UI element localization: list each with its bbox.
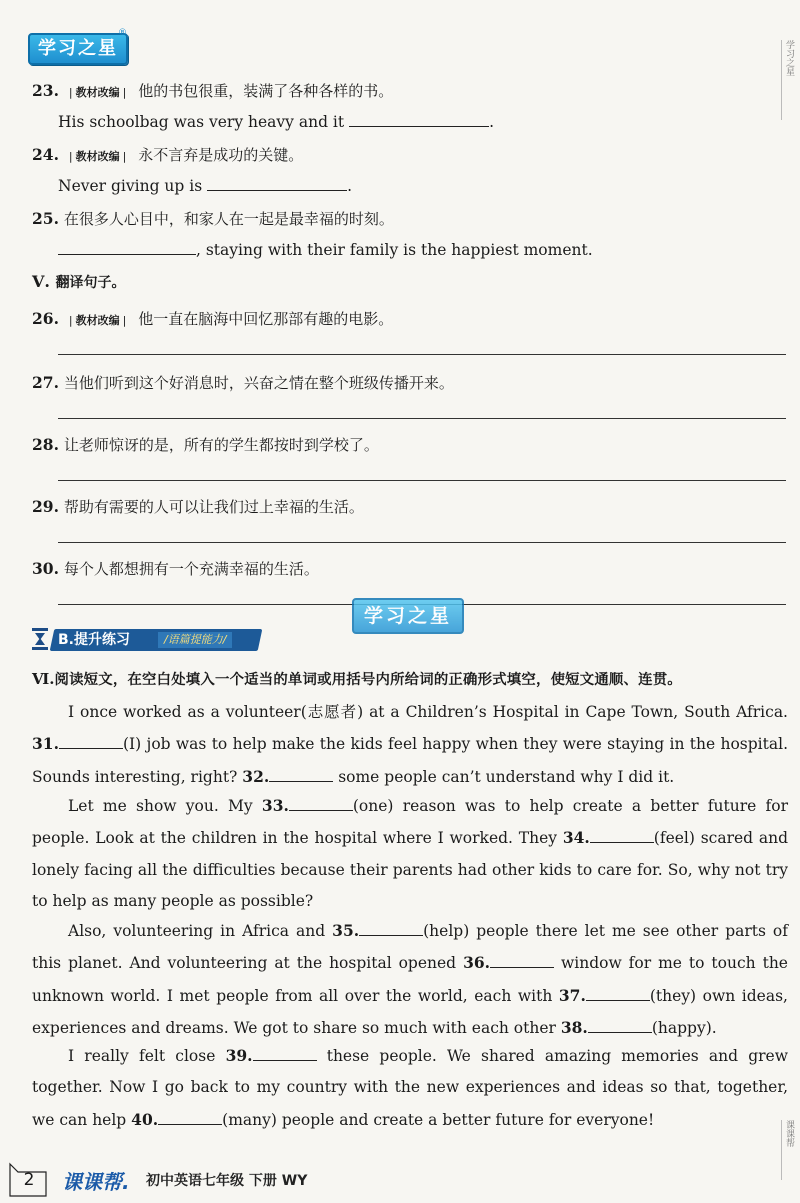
answer-text-after: . (347, 177, 353, 195)
question-number: 25. (32, 209, 59, 228)
source-tag: | 教材改编 | (66, 314, 129, 327)
page-footer (0, 1160, 800, 1200)
page-number-text: 2 (23, 1170, 35, 1190)
passage-text: (they) own ideas, experiences and dreams. We got to share so much with each other (32, 986, 788, 1037)
passage-text: (help) people there let me see other parts of this planet. And volunteering at the hospital opened (32, 922, 788, 973)
hourglass-icon (32, 628, 48, 650)
question-23 (32, 80, 393, 101)
question-29 (32, 496, 364, 517)
registered-mark: ® (118, 28, 127, 38)
answer-line-27[interactable] (58, 418, 786, 419)
blank-number: 40. (131, 1109, 159, 1129)
answer-24 (58, 176, 352, 195)
blank-number: 31. (32, 734, 59, 754)
answer-blank-31[interactable] (59, 735, 123, 749)
section-v-heading (32, 272, 126, 292)
blank-number: 36. (463, 953, 491, 973)
question-prompt: 永不言弃是成功的关键。 (138, 146, 304, 164)
answer-blank[interactable] (207, 176, 347, 191)
question-number: 28. (32, 435, 59, 454)
blank-number: 35. (332, 921, 360, 940)
page-number (6, 1160, 52, 1196)
question-28 (32, 434, 379, 455)
question-prompt: 每个人都想拥有一个充满幸福的生活。 (63, 560, 319, 578)
passage-text: Let me show you. My (68, 797, 253, 815)
footer-book-title: 初中英语七年级 下册 WY (146, 1173, 308, 1189)
question-prompt: 帮助有需要的人可以让我们过上幸福的生活。 (63, 498, 364, 516)
question-number: 29. (32, 497, 59, 516)
answer-text-before: His schoolbag was very heavy and it (58, 113, 345, 131)
answer-blank-34[interactable] (590, 829, 654, 843)
answer-line-29[interactable] (58, 542, 786, 543)
answer-line-28[interactable] (58, 480, 786, 481)
blank-number: 33. (261, 796, 289, 815)
passage-paragraph-4 (32, 1040, 788, 1136)
passage-text: (one) reason was to help create a better future for people. Look at the children in the hospital where I worked. They (32, 797, 788, 848)
section-label: Ⅴ. (32, 272, 50, 291)
answer-blank[interactable] (58, 240, 196, 255)
answer-text-after: , staying with their family is the happiest moment. (196, 241, 593, 259)
watermark-logo: 学习之星 (352, 598, 464, 634)
answer-blank-32[interactable] (269, 768, 333, 782)
blank-number: 38. (560, 1017, 588, 1037)
question-26 (32, 308, 393, 329)
answer-blank-35[interactable] (359, 922, 423, 936)
banner-subtitle: /语篇提能力/ (158, 632, 232, 648)
brand-logo: 学习之星 (28, 33, 128, 65)
passage-text: (I) job was to help make the kids feel happy when they were staying in the hospital. Sounds interesting, right? (32, 735, 788, 786)
answer-blank-39[interactable] (253, 1047, 317, 1061)
question-number: 30. (32, 559, 59, 578)
blank-number: 32. (242, 766, 270, 786)
banner-title: B.提升练习 (58, 632, 130, 648)
blank-number: 39. (225, 1046, 253, 1065)
answer-blank-38[interactable] (588, 1019, 652, 1033)
question-24 (32, 144, 303, 165)
answer-line-26[interactable] (58, 354, 786, 355)
question-prompt: 在很多人心目中，和家人在一起是最幸福的时刻。 (63, 210, 394, 228)
question-number: 23. (32, 81, 59, 100)
passage-text: (happy). (651, 1018, 717, 1037)
question-number: 24. (32, 145, 59, 164)
question-prompt: 让老师惊讶的是，所有的学生都按时到学校了。 (63, 436, 379, 454)
answer-25 (58, 240, 593, 259)
passage-text: some people can’t understand why I did it. (338, 767, 675, 786)
passage-paragraph-3 (32, 915, 788, 1044)
passage-text: I once worked as a volunteer(志愿者) at a Children’s Hospital in Cape Town, South Africa. (68, 703, 788, 721)
answer-blank-33[interactable] (289, 797, 353, 811)
source-tag: | 教材改编 | (66, 86, 129, 99)
passage-text: (feel) scared and lonely facing all the difficulties because their parents had other kids to care for. So, why not try to help as many people as possible? (32, 829, 789, 910)
question-number: 26. (32, 309, 59, 328)
blank-number: 34. (562, 828, 590, 848)
edge-tab-bottom: 课课帮 (781, 1120, 796, 1180)
source-tag: | 教材改编 | (66, 150, 129, 163)
passage-text: these people. We shared amazing memories and grew together. Now I go back to my country with the new experiences and ideas so that, together, we can help (32, 1047, 788, 1129)
section-vi-heading (32, 668, 682, 689)
question-prompt: 他一直在脑海中回忆那部有趣的电影。 (138, 310, 394, 328)
section-b-banner (32, 628, 262, 652)
answer-blank-37[interactable] (586, 987, 650, 1001)
answer-blank-36[interactable] (490, 954, 554, 968)
section-title: 翻译句子。 (55, 275, 126, 291)
passage-text: window for me to touch the unknown world. I met people from all over the world, each with (32, 954, 788, 1005)
answer-blank-40[interactable] (158, 1111, 222, 1125)
question-30 (32, 558, 319, 579)
answer-23 (58, 112, 494, 131)
blank-number: 37. (558, 985, 586, 1005)
passage-paragraph-2 (32, 790, 788, 917)
question-25 (32, 208, 394, 229)
passage-text: (many) people and create a better future for everyone! (222, 1110, 655, 1129)
question-27 (32, 372, 454, 393)
passage-text: I really felt close (68, 1047, 216, 1065)
edge-tab-top: 学习之星 (781, 40, 796, 120)
answer-text-after: . (489, 113, 494, 131)
answer-text-before: Never giving up is (58, 177, 203, 195)
answer-blank[interactable] (349, 112, 489, 127)
passage-text: Also, volunteering in Africa and (68, 922, 326, 940)
section-title: 阅读短文，在空白处填入一个适当的单词或用括号内所给词的正确形式填空，使短文通顺、连贯。 (54, 672, 682, 688)
passage-paragraph-1 (32, 697, 788, 793)
footer-brand: 课课帮. (62, 1170, 130, 1194)
section-label: Ⅵ. (32, 670, 55, 688)
question-number: 27. (32, 373, 59, 392)
question-prompt: 当他们听到这个好消息时，兴奋之情在整个班级传播开来。 (63, 374, 454, 392)
question-prompt: 他的书包很重，装满了各种各样的书。 (138, 82, 394, 100)
